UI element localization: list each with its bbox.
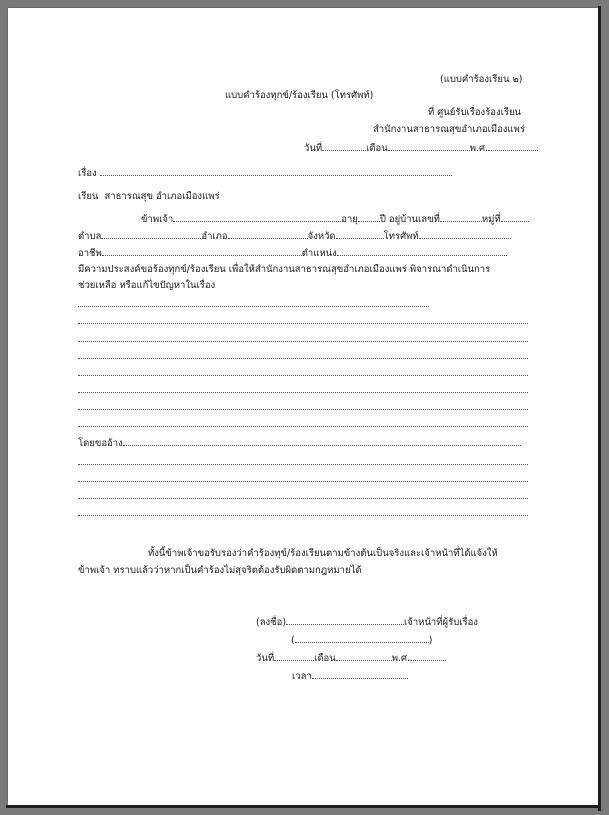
detail-line[interactable] <box>78 306 429 307</box>
subject-row <box>78 166 452 180</box>
reference-line[interactable] <box>78 481 528 482</box>
sign-date-month-field[interactable] <box>336 651 392 661</box>
form-code: (แบบคำร้องเรียน ๒) <box>440 74 523 85</box>
detail-line[interactable] <box>78 323 528 324</box>
amphoe-label: อำเภอ <box>201 231 228 242</box>
sign-role: เจ้าหน้าที่ผู้รับเรื่อง <box>404 617 478 628</box>
subject-field[interactable] <box>100 166 452 176</box>
applicant-field[interactable] <box>173 212 341 222</box>
moo-field[interactable] <box>501 212 529 222</box>
position-label: ตำแหน่ง <box>301 248 337 259</box>
office-line-1: ที่ ศูนย์รับเรื่องร้องเรียน <box>428 107 522 118</box>
paren-close: ) <box>428 635 433 646</box>
tambon-field[interactable] <box>101 229 201 239</box>
scan-edge-right <box>598 6 601 811</box>
occupation-field[interactable] <box>102 246 302 256</box>
province-field[interactable] <box>336 229 384 239</box>
applicant-row <box>141 212 529 226</box>
paren-open: ( <box>291 635 295 646</box>
time-field[interactable] <box>312 669 408 679</box>
date-day-label: วันที่ <box>304 143 323 154</box>
applicant-label: ข้าพเจ้า <box>141 214 174 225</box>
signer-name-field[interactable] <box>295 633 429 643</box>
to-row <box>78 191 220 203</box>
intent-line-2: ช่วยเหลือ หรือแก้ไขปัญหาในเรื่อง <box>78 280 216 291</box>
certify-line-2: ข้าพเจ้า ทราบแล้วว่าหากเป็นคำร้องไม่สุจริตต้องรับผิดตามกฎหมายได้ <box>78 565 362 576</box>
signature-row <box>256 615 478 629</box>
time-row <box>292 669 408 683</box>
amphoe-field[interactable] <box>228 229 308 239</box>
position-field[interactable] <box>337 246 507 256</box>
signer-name-row <box>291 633 432 647</box>
intent-line-1: มีความประสงค์ขอร้องทุกข์/ร้องเรียน เพื่อให้สำนักงานสาธารณสุขอำเภอเมืองแพร่ พิจารณาดำเนินการ <box>78 264 491 275</box>
house-no-field[interactable] <box>440 212 482 222</box>
detail-line[interactable] <box>78 392 528 393</box>
moo-label: หมู่ที่ <box>481 214 501 225</box>
subject-label: เรื่อง <box>78 168 97 179</box>
sign-date-row <box>256 651 446 665</box>
sign-label: (ลงชื่อ) <box>256 617 287 628</box>
time-label: เวลา <box>292 671 312 682</box>
sign-date-day-label: วันที่ <box>256 653 275 664</box>
sign-date-day-field[interactable] <box>274 651 314 661</box>
reference-line[interactable] <box>78 464 528 465</box>
detail-line[interactable] <box>78 409 528 410</box>
form-page <box>8 8 598 805</box>
detail-line[interactable] <box>78 358 528 359</box>
occupation-row <box>78 246 507 260</box>
phone-field[interactable] <box>419 229 511 239</box>
reference-field[interactable] <box>123 436 521 446</box>
reference-row <box>78 436 521 450</box>
office-line-2: สำนักงานสาธารณสุขอำเภอเมืองแพร่ <box>373 124 525 135</box>
signature-field[interactable] <box>286 615 404 625</box>
reference-label: โดยขออ้าง <box>78 438 123 449</box>
sign-date-year-label: พ.ศ. <box>391 653 411 664</box>
age-label: อายุ <box>341 214 358 225</box>
phone-label: โทรศัพท์ <box>383 231 419 242</box>
to-label: เรียน <box>78 191 99 202</box>
sign-date-month-label: เดือน <box>314 653 336 664</box>
occupation-label: อาชีพ <box>78 248 102 259</box>
detail-line[interactable] <box>78 375 528 376</box>
date-month-label: เดือน <box>366 143 388 154</box>
form-title: แบบคำร้องทุกข์/ร้องเรียน (โทรศัพท์) <box>225 90 374 101</box>
date-year-field[interactable] <box>488 141 538 151</box>
years-label: ปี อยู่บ้านเลขที่ <box>379 214 440 225</box>
address-row <box>78 229 511 243</box>
certify-line-1: ทั้งนี้ข้าพเจ้าขอรับรองว่าคำร้องทุข์/ร้องเรียนตามข้างต้นเป็นจริงและเจ้าหน้าที่ได้แจ้งให้ <box>148 548 498 559</box>
to-value: สาธารณสุข อำเภอเมืองแพร่ <box>104 191 220 202</box>
date-month-field[interactable] <box>388 141 470 151</box>
province-label: จังหวัด <box>307 231 336 242</box>
date-year-label: พ.ศ. <box>469 143 489 154</box>
age-field[interactable] <box>358 212 380 222</box>
scan-edge-bottom <box>6 805 601 808</box>
date-row <box>304 141 538 155</box>
tambon-label: ตำบล <box>78 231 102 242</box>
detail-line[interactable] <box>78 341 528 342</box>
reference-line[interactable] <box>78 515 528 516</box>
detail-line[interactable] <box>78 426 528 427</box>
sign-date-year-field[interactable] <box>410 651 446 661</box>
reference-line[interactable] <box>78 498 528 499</box>
date-day-field[interactable] <box>322 141 366 151</box>
